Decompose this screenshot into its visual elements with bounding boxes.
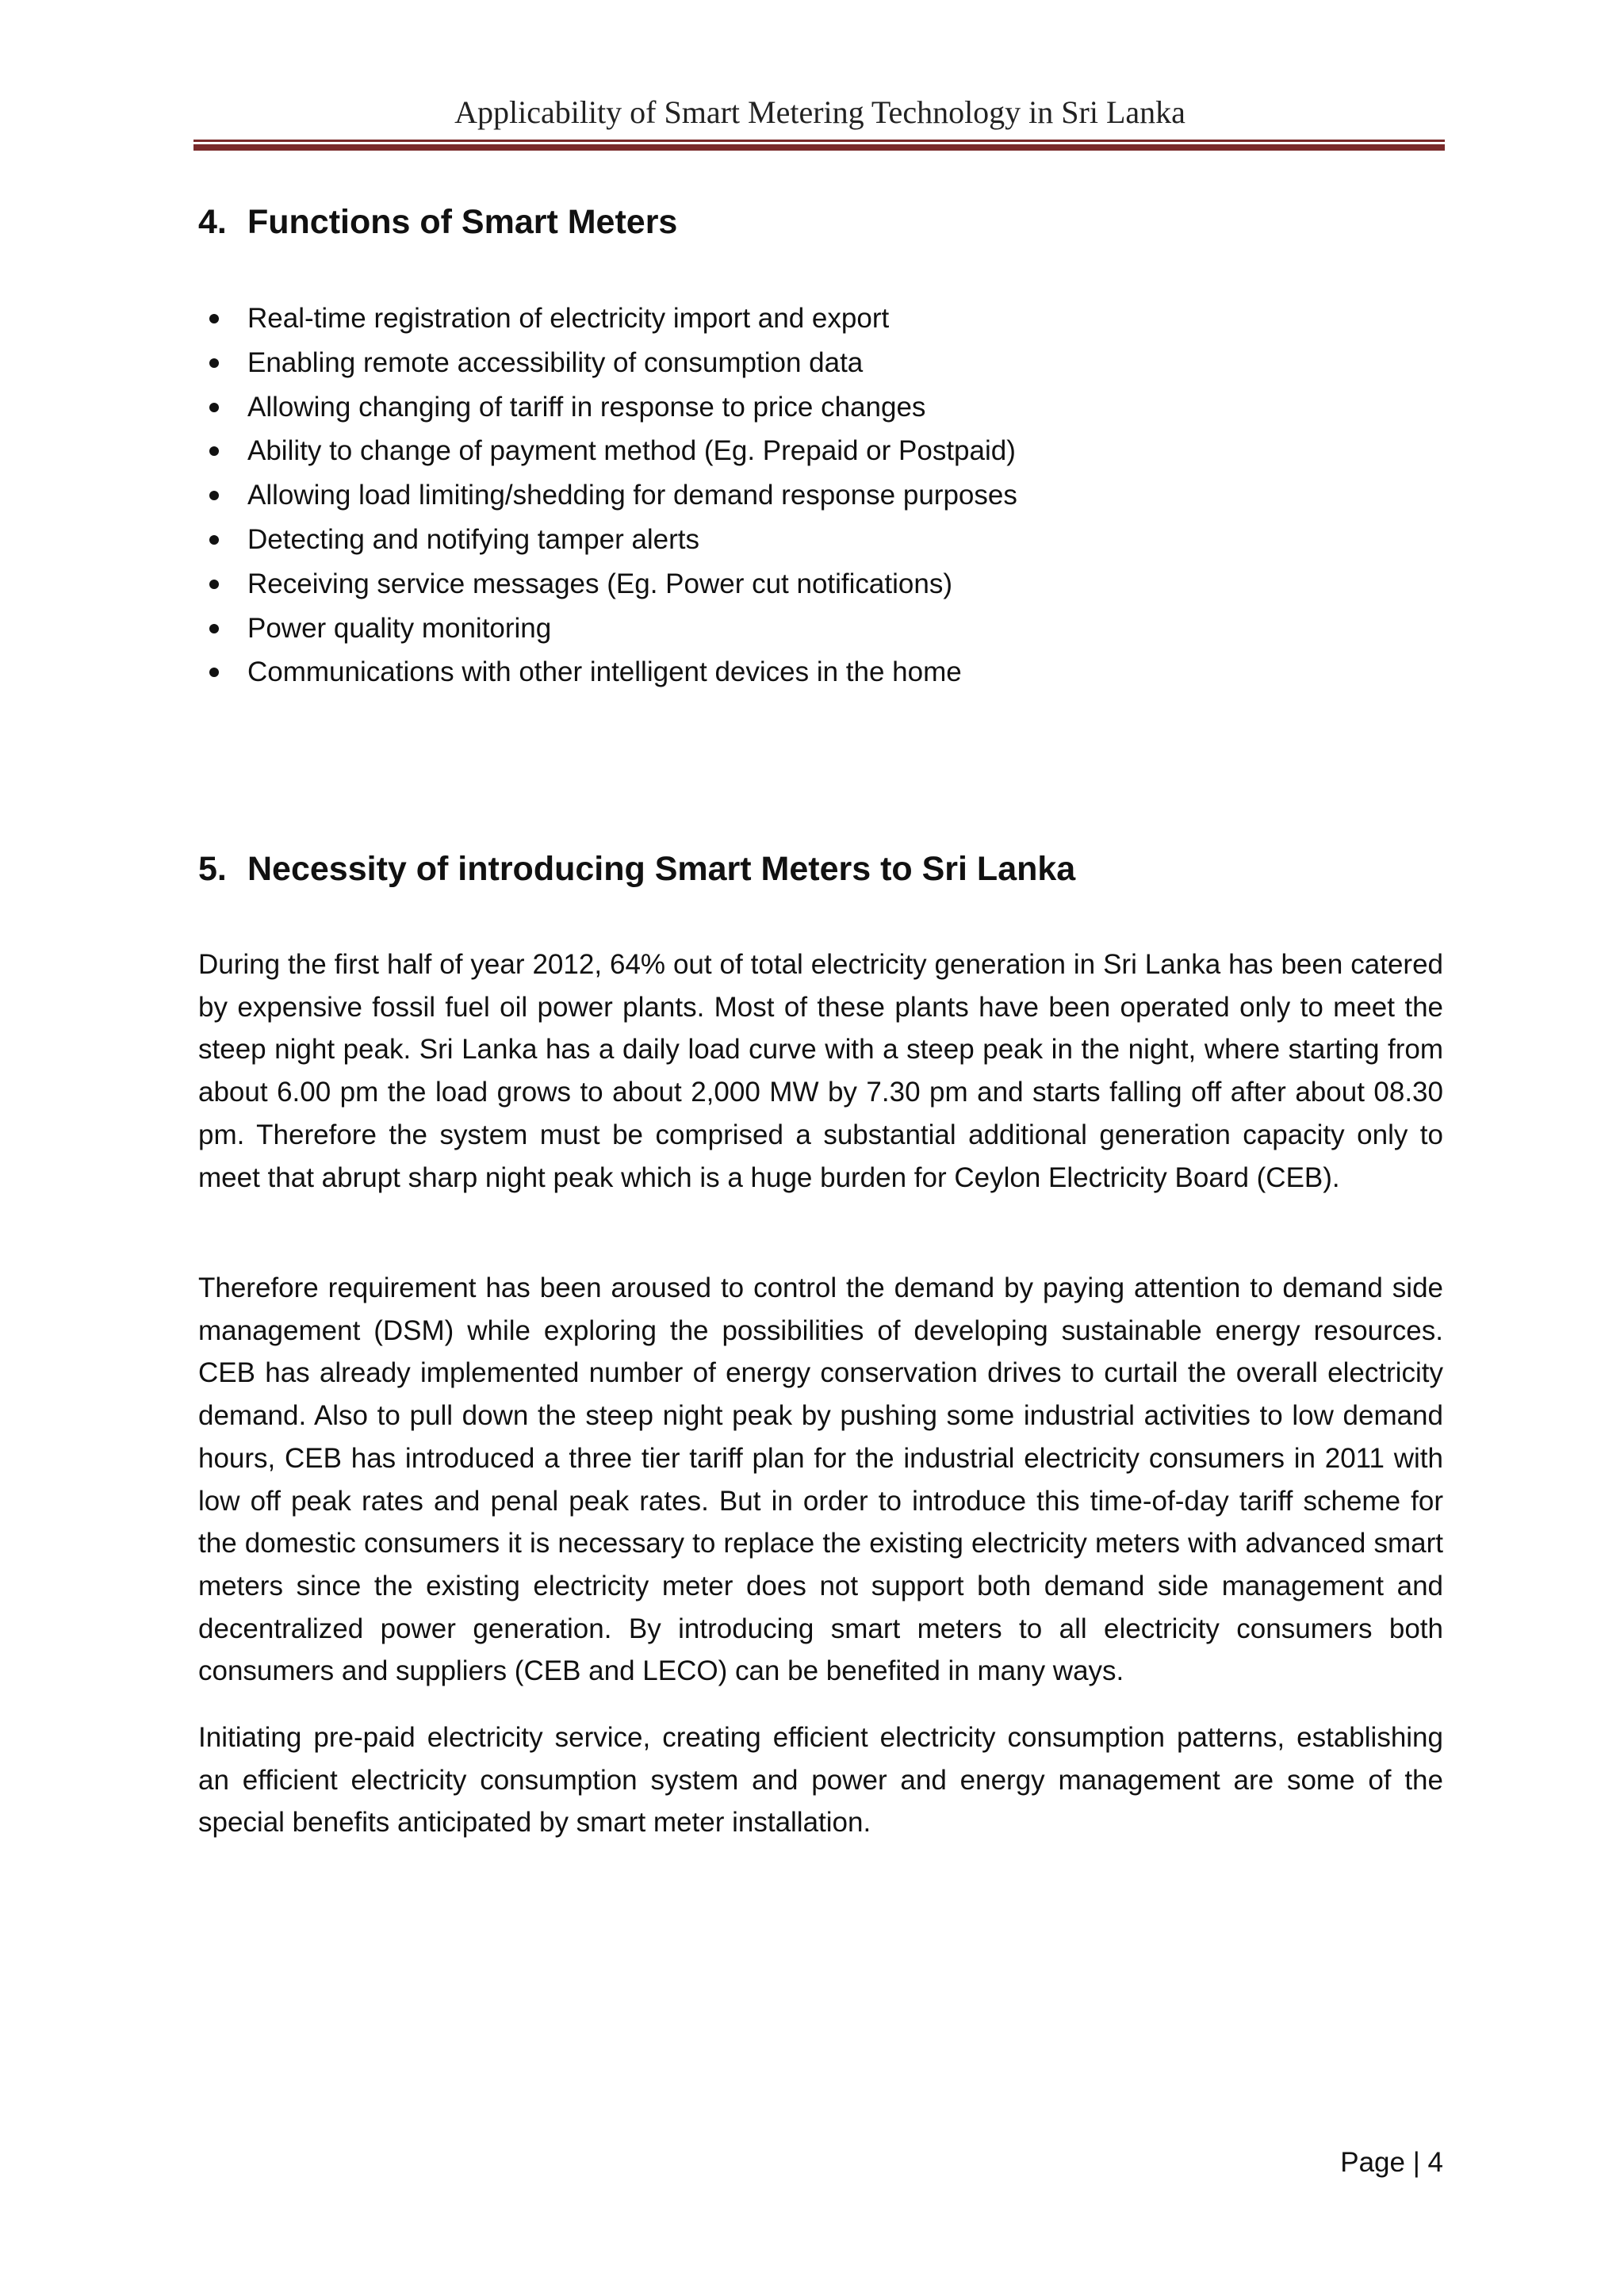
section-4-heading <box>198 200 1443 244</box>
section-4-number: 4. <box>198 203 227 241</box>
list-item-text: Power quality monitoring <box>247 612 552 644</box>
header-rule-thin <box>193 140 1445 142</box>
list-item-text: Communications with other intelligent devices in the home <box>247 656 962 688</box>
list-item <box>198 385 1443 430</box>
bullet-icon <box>209 624 219 633</box>
section-5-title: Necessity of introducing Smart Meters to Sri Lanka <box>247 850 1076 888</box>
section-4-title: Functions of Smart Meters <box>247 203 678 241</box>
list-item <box>198 297 1443 341</box>
bullet-icon <box>209 446 219 456</box>
list-item <box>198 562 1443 607</box>
bullet-icon <box>209 535 219 545</box>
bullet-icon <box>209 314 219 323</box>
bullet-icon <box>209 491 219 500</box>
bullet-icon <box>209 580 219 589</box>
bullet-icon <box>209 403 219 412</box>
page-number: Page | 4 <box>1340 2147 1443 2178</box>
section-5-number: 5. <box>198 850 227 888</box>
list-item <box>198 473 1443 518</box>
paragraph: During the first half of year 2012, 64% out of total electricity generation in Sri Lanka has been catered by expensive fossil fuel oil power plants. Most of these plants have been operated only to meet the steep night peak. Sri Lanka has a daily load curve with a steep peak in the night, where starting from about 6.00 pm the load grows to about 2,000 MW by 7.30 pm and starts falling off after about 08.30 pm. Therefore the system must be comprised a substantial additional generation capacity only to meet that abrupt sharp night peak which is a huge burden for Ceylon Electricity Board (CEB). <box>198 949 1443 1193</box>
bullet-icon <box>209 668 219 677</box>
section-5-heading <box>198 847 1443 891</box>
list-item <box>198 341 1443 385</box>
list-item-text: Receiving service messages (Eg. Power cut notifications) <box>247 568 952 599</box>
list-item-text: Allowing load limiting/shedding for demand response purposes <box>247 480 1017 511</box>
functions-list <box>198 297 1443 695</box>
list-item-text: Enabling remote accessibility of consumption data <box>247 346 864 378</box>
paragraph: Initiating pre-paid electricity service, creating efficient electricity consumption patterns, establishing an efficient electricity consumption system and power and energy management are some of the special benefits anticipated by smart meter installation. <box>198 1722 1443 1839</box>
list-item <box>198 518 1443 562</box>
list-item <box>198 650 1443 695</box>
list-item <box>198 607 1443 651</box>
paragraph: Therefore requirement has been aroused to control the demand by paying attention to demand side management (DSM) while exploring the possibilities of developing sustainable energy resources. CEB has already implemented number of energy conservation drives to curtail the overall electricity demand. Also to pull down the steep night peak by pushing some industrial activities to low demand hours, CEB has introduced a three tier tariff plan for the industrial electricity consumers in 2011 with low off peak rates and penal peak rates. But in order to introduce this time-of-day tariff scheme for the domestic consumers it is necessary to replace the existing electricity meters with advanced smart meters since the existing electricity meter does not support both demand side management and decentralized power generation. By introducing smart meters to all electricity consumers both consumers and suppliers (CEB and LECO) can be benefited in many ways. <box>198 1272 1443 1687</box>
list-item-text: Ability to change of payment method (Eg. Prepaid or Postpaid) <box>247 435 1016 467</box>
list-item-text: Detecting and notifying tamper alerts <box>247 523 700 555</box>
bullet-icon <box>209 358 219 368</box>
list-item <box>198 429 1443 473</box>
list-item-text: Allowing changing of tariff in response to price changes <box>247 391 926 423</box>
list-item-text: Real-time registration of electricity import and export <box>247 303 890 334</box>
header-rule-thick <box>193 144 1445 151</box>
header-rule <box>193 140 1445 151</box>
running-header: Applicability of Smart Metering Technology in Sri Lanka <box>454 94 1185 130</box>
